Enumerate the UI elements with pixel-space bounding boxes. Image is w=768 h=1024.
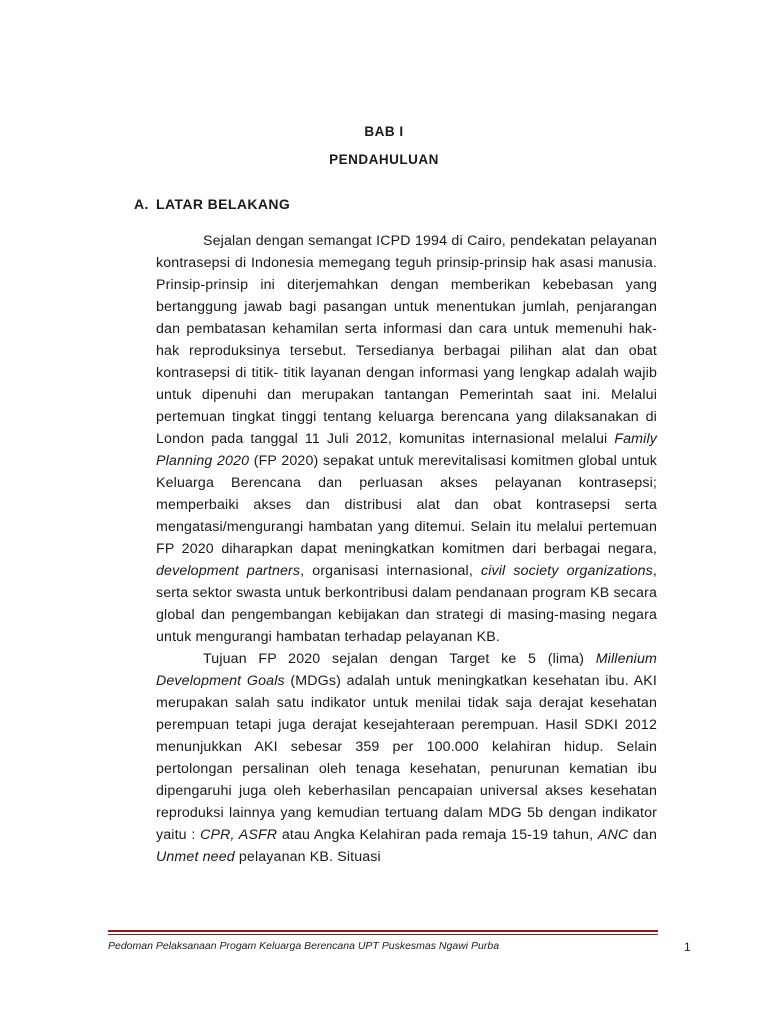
text-run: Sejalan dengan semangat ICPD 1994 di Cairo, pendekatan pelayanan kontrasepsi di Indonesia memegang teguh prinsip-prinsip hak asasi manusia. Prinsip-prinsip ini diterjemahkan dengan memberikan kebebasan yang bertanggung jawab bagi pasangan untuk menentukan jumlah, penjarangan dan pembatasan kehamilan serta informasi dan cara untuk memenuhi hak-hak reproduksinya tersebut. Tersedianya berbagai pilihan alat dan obat kontrasepsi di titik- titik layanan dengan informasi yang lengkap adalah wajib untuk dipenuhi dan merupakan tantangan Pemerintah saat ini. Melalui pertemuan tingkat tinggi tentang keluarga berencana yang dilaksanakan di London pada tanggal 11 Juli 2012, komunitas internasional melalui — [156, 233, 657, 447]
footer-rule — [108, 930, 658, 932]
page-number: 1 — [684, 940, 691, 954]
footer-rule-thin — [108, 934, 658, 935]
italic-text-run: ANC — [597, 827, 629, 843]
body-text — [156, 230, 657, 868]
chapter-number: BAB I — [364, 124, 404, 139]
text-run: pelayanan KB. Situasi — [234, 849, 381, 865]
italic-text-run: civil society organizations — [480, 563, 653, 579]
section-title: LATAR BELAKANG — [156, 196, 291, 212]
chapter-title: PENDAHULUAN — [329, 152, 439, 167]
text-run: atau Angka Kelahiran pada remaja 15-19 tahun, — [277, 827, 598, 843]
text-run: (MDGs) adalah untuk meningkatkan kesehatan ibu. AKI merupakan salah satu indikator untuk menilai tidak saja derajat kesehatan perempuan tetapi juga derajat kesejahteraan perempuan. Hasil SDKI 2012 menunjukkan AKI sebesar 359 per 100.000 kelahiran hidup. Selain pertolongan persalinan oleh tenaga kesehatan, penurunan kematian ibu dipengaruhi juga oleh keberhasilan pencapaian universal akses kesehatan reproduksi lainnya yang kemudian tertuang dalam MDG 5b dengan indikator yaitu : — [156, 673, 658, 843]
text-run: , serta sektor swasta untuk berkontribusi dalam pendanaan program KB secara global dan pengembangan kebijakan dan strategi di masing-masing negara untuk mengurangi hambatan terhadap pelayanan KB. — [156, 563, 658, 645]
text-run: Tujuan FP 2020 sejalan dengan Target ke 5 (lima) — [203, 651, 596, 667]
italic-text-run: development partners — [156, 563, 301, 579]
italic-text-run: CPR, ASFR — [200, 827, 278, 843]
paragraph — [156, 648, 657, 868]
italic-text-run: Family Planning 2020 — [156, 431, 657, 469]
text-run: (FP 2020) sepakat untuk merevitalisasi komitmen global untuk Keluarga Berencana dan perluasan akses pelayanan kontrasepsi; memperbaiki akses dan distribusi alat dan obat kontrasepsi serta mengatasi/mengurangi hambatan yang ditemui. Selain itu melalui pertemuan FP 2020 diharapkan dapat meningkatkan komitmen dari berbagai negara, — [156, 453, 657, 557]
section-heading — [134, 196, 290, 212]
text-run: , organisasi internasional, — [300, 563, 481, 579]
footer-text: Pedoman Pelaksanaan Progam Keluarga Berencana UPT Puskesmas Ngawi Purba — [108, 940, 500, 952]
paragraph — [156, 230, 657, 648]
italic-text-run: Unmet need — [156, 849, 235, 865]
section-letter: A. — [134, 196, 149, 212]
text-run: dan — [628, 827, 658, 843]
italic-text-run: Millenium Development Goals — [156, 651, 657, 689]
